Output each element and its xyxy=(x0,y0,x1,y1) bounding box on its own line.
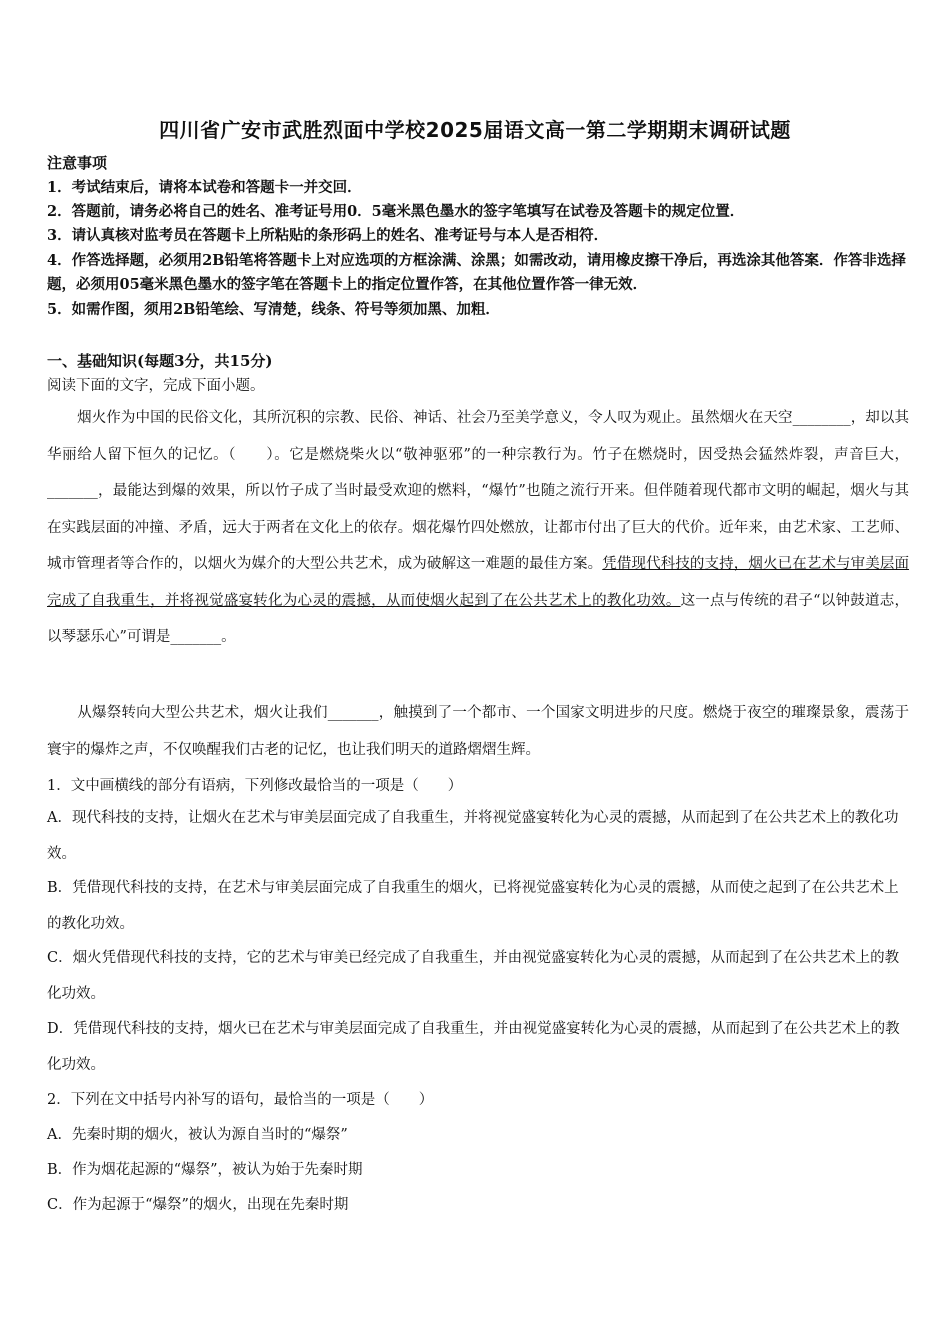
notice-item: 5．如需作图，须用2B铅笔绘、写清楚，线条、符号等须加黑、加粗． xyxy=(47,301,500,318)
question-stem: 1．文中画横线的部分有语病，下列修改最恰当的一项是（ ） xyxy=(47,778,463,794)
section-instruction: 阅读下面的文字，完成下面小题。 xyxy=(47,378,265,394)
option-c: C．作为起源于“爆祭”的烟火，出现在先秦时期 xyxy=(47,1197,349,1213)
option-b: B．作为烟花起源的“爆祭”，被认为始于先秦时期 xyxy=(47,1162,363,1178)
option-a: A．先秦时期的烟火，被认为源自当时的“爆祭” xyxy=(47,1127,348,1143)
notice-item: 2．答题前，请务必将自己的姓名、准考证号用0．5毫米黑色墨水的签字笔填写在试卷及答题卡的规定位置． xyxy=(47,203,745,220)
notice-item: 3．请认真核对监考员在答题卡上所粘贴的条形码上的姓名、准考证号与本人是否相符． xyxy=(47,227,609,244)
passage-text: 烟火作为中国的民俗文化，其所沉积的宗教、民俗、神话、社会乃至美学意义，令人叹为观止。虽然烟火在天空________，却以其华丽给人留下恒久的记忆。（ ）。它是燃烧柴火以“敬神驱邪”的一种宗教行为。竹子在燃烧时，因受热会猛然炸裂，声音巨大，_______，最能达到爆的效果，所以竹子成了当时最受欢迎的燃料，“爆竹”也随之流行开来。但伴随着现代都市文明的崛起，烟火与其在实践层面的冲撞、矛盾，远大于两者在文化上的依存。烟花爆竹四处燃放，让都市付出了巨大的代价。近年来，由艺术家、工艺师、城市管理者等合作的，以烟火为媒介的大型公共艺术，成为破解这一难题的最佳方案。 xyxy=(47,410,909,572)
notice-heading: 注意事项 xyxy=(47,154,108,172)
option-c: C．烟火凭借现代科技的支持，它的艺术与审美已经完成了自我重生，并由视觉盛宴转化为心灵的震撼，从而起到了在公共艺术上的教化功效。 xyxy=(47,950,900,1002)
passage-paragraph-1 xyxy=(47,400,909,656)
page-title: 四川省广安市武胜烈面中学校2025届语文高一第二学期期末调研试题 xyxy=(159,118,791,142)
underlined-sentence: 凭借现代科技的支持，烟火已在艺术与审美层面完成了自我重生，并将视觉盛宴转化为心灵的震撼，从而使烟火起到了在公共艺术上的教化功效。 xyxy=(47,556,910,609)
notice-item: 4．作答选择题，必须用2B铅笔将答题卡上对应选项的方框涂满、涂黑；如需改动，请用橡皮擦干净后，再选涂其他答案．作答非选择题，必须用05毫米黑色墨水的签字笔在答题卡上的指定位置作答，在其他位置作答一律无效． xyxy=(47,252,906,293)
option-b: B．凭借现代科技的支持，在艺术与审美层面完成了自我重生的烟火，已将视觉盛宴转化为心灵的震撼，从而使之起到了在公共艺术上的教化功效。 xyxy=(47,880,899,932)
option-a: A．现代科技的支持，让烟火在艺术与审美层面完成了自我重生，并将视觉盛宴转化为心灵的震撼，从而起到了在公共艺术上的教化功效。 xyxy=(47,810,899,862)
passage-text: 这一点与传统的君子“以钟鼓道志，以琴瑟乐心”可谓是_______。 xyxy=(47,592,909,645)
notice-item: 1．考试结束后，请将本试卷和答题卡一并交回． xyxy=(47,179,362,196)
section-heading: 一、基础知识(每题3分，共15分) xyxy=(47,352,273,370)
passage-text: 从爆祭转向大型公共艺术，烟火让我们_______，触摸到了一个都市、一个国家文明进步的尺度。燃烧于夜空的璀璨景象，震荡于寰宇的爆炸之声，不仅唤醒我们古老的记忆，也让我们明天的道路熠熠生辉。 xyxy=(47,705,909,758)
question-stem: 2．下列在文中括号内补写的语句，最恰当的一项是（ ） xyxy=(47,1092,434,1108)
option-d: D．凭借现代科技的支持，烟火已在艺术与审美层面完成了自我重生，并由视觉盛宴转化为心灵的震撼，从而起到了在公共艺术上的教化功效。 xyxy=(47,1021,900,1073)
passage-paragraph-2 xyxy=(47,695,909,768)
